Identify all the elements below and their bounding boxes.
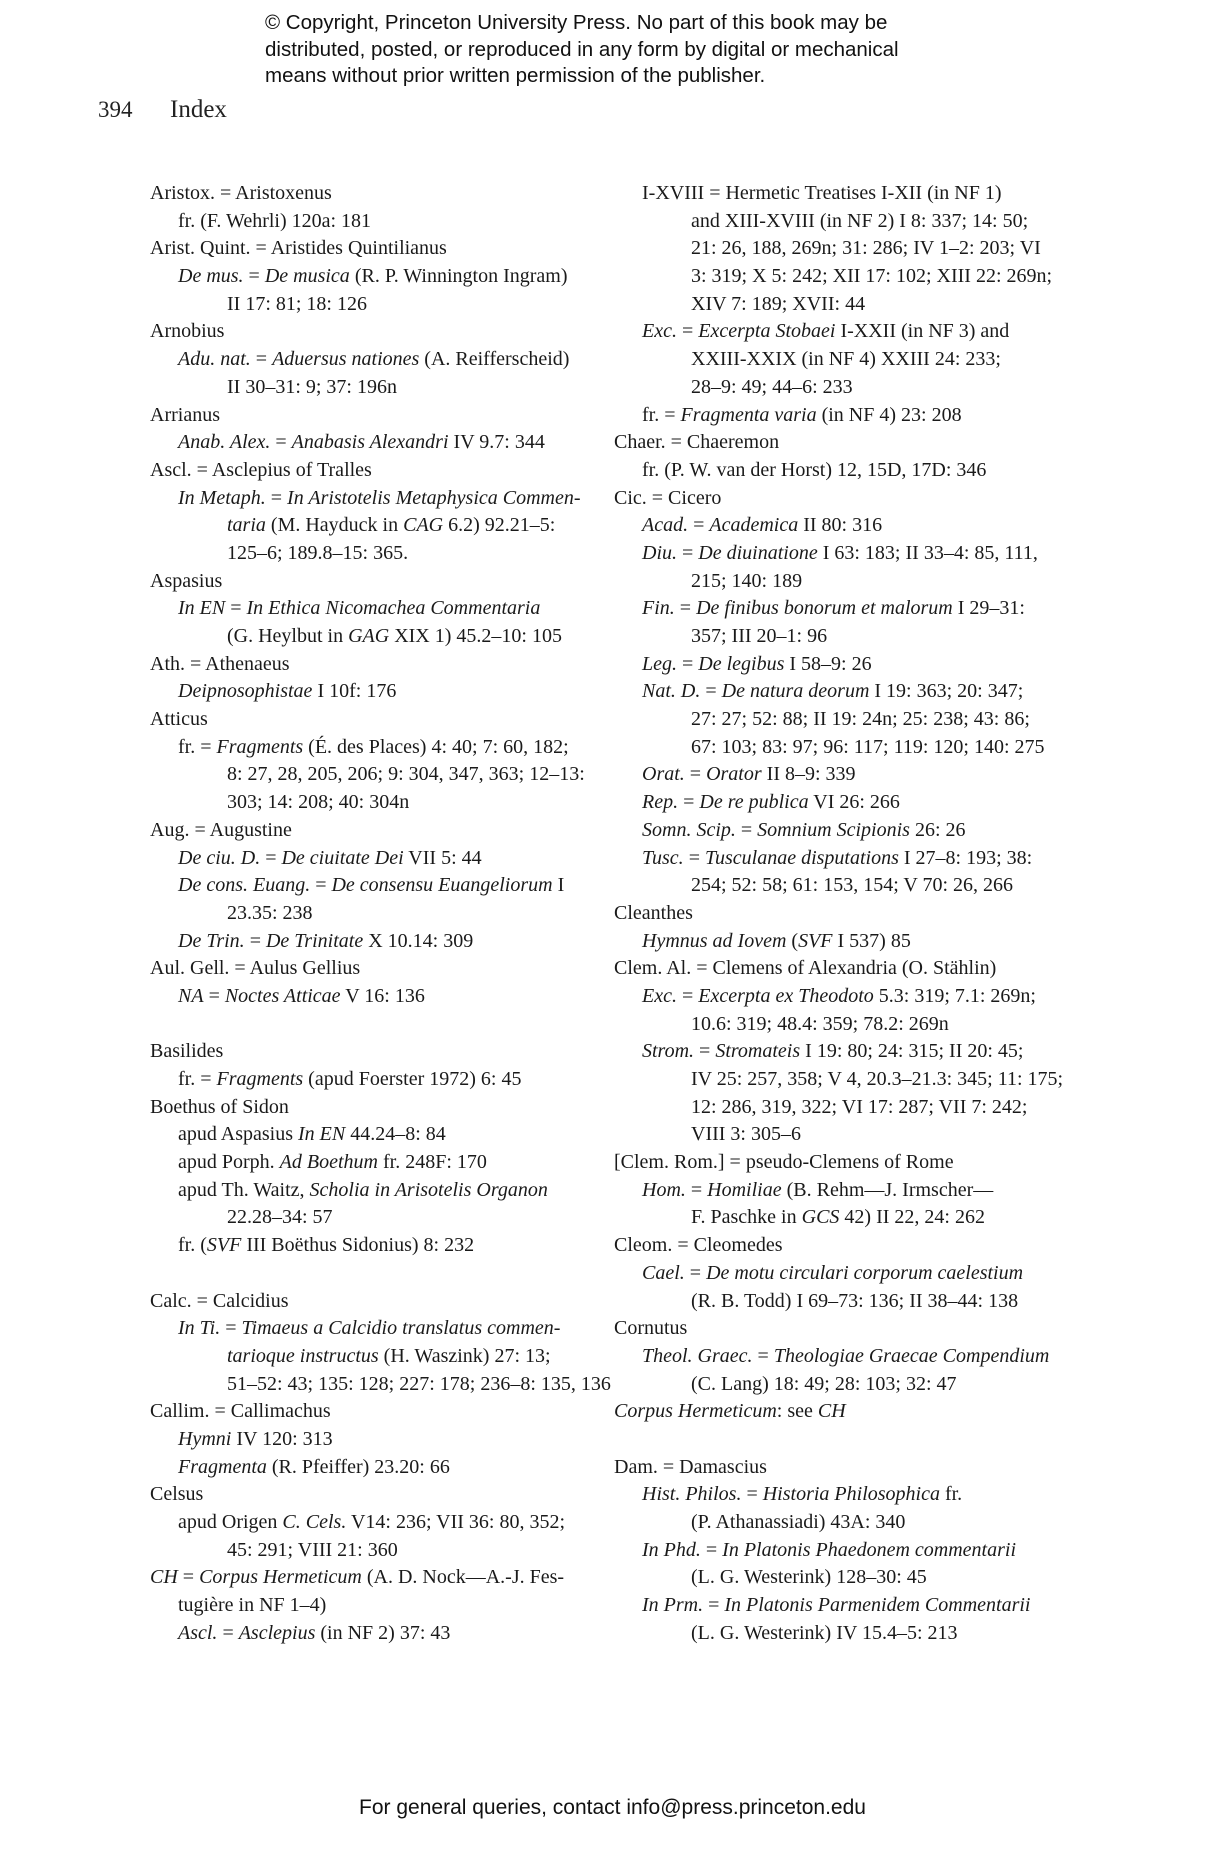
index-subentry: NA = Noctes Atticae V 16: 136 — [178, 984, 425, 1007]
index-entry-continuation: 67: 103; 83: 97; 96: 117; 119: 120; 140: 275 — [691, 735, 1045, 758]
index-subentry: fr. (F. Wehrli) 120a: 181 — [178, 209, 372, 232]
page-number: 394 — [98, 97, 133, 122]
index-subentry: Exc. = Excerpta Stobaei I-XXII (in NF 3) and — [642, 320, 1010, 343]
index-entry-continuation: II 30–31: 9; 37: 196n — [227, 375, 397, 398]
index-subentry: Hist. Philos. = Historia Philosophica fr. — [642, 1483, 963, 1506]
index-subentry: Acad. = Academica II 80: 316 — [642, 514, 883, 537]
index-subentry: fr. = Fragmenta varia (in NF 4) 23: 208 — [642, 403, 962, 426]
index-subentry: Leg. = De legibus I 58–9: 26 — [642, 652, 872, 675]
index-subentry: Adu. nat. = Aduersus nationes (A. Reifferscheid) — [178, 348, 570, 371]
index-entry-continuation: tarioque instructus (H. Waszink) 27: 13; — [227, 1344, 551, 1367]
entry-gap — [150, 1011, 595, 1039]
running-head — [98, 96, 227, 124]
index-entry-continuation: taria (M. Hayduck in CAG 6.2) 92.21–5: — [227, 514, 556, 537]
index-entry-continuation: 215; 140: 189 — [691, 569, 803, 592]
index-subentry: De mus. = De musica (R. P. Winnington Ingram) — [178, 265, 568, 288]
index-subentry: In Prm. = In Platonis Parmenidem Commentarii — [642, 1594, 1031, 1617]
index-entry-continuation: (G. Heylbut in GAG XIX 1) 45.2–10: 105 — [227, 625, 562, 647]
index-subentry: fr. = Fragments (apud Foerster 1972) 6: 45 — [178, 1068, 522, 1090]
index-entry-continuation: XIV 7: 189; XVII: 44 — [691, 292, 866, 315]
index-entry-continuation: 303; 14: 208; 40: 304n — [227, 791, 410, 814]
index-entry-heading: Arrianus — [150, 403, 220, 426]
index-entry-continuation: IV 25: 257, 358; V 4, 20.3–21.3: 345; 11: 175; — [691, 1068, 1064, 1090]
index-subentry: apud Th. Waitz, Scholia in Arisotelis Organon — [178, 1178, 548, 1201]
index-entry-continuation: 3: 319; X 5: 242; XII 17: 102; XIII 22: 269n; — [691, 265, 1053, 288]
index-subentry: fr. (P. W. van der Horst) 12, 15D, 17D: 346 — [642, 458, 987, 481]
index-entry-heading: Calc. = Calcidius — [150, 1289, 289, 1312]
index-entry-heading: Corpus Hermeticum: see CH — [614, 1400, 846, 1423]
index-entry-continuation: (C. Lang) 18: 49; 28: 103; 32: 47 — [691, 1372, 957, 1395]
index-entry-heading: Clem. Al. = Clemens of Alexandria (O. Stählin) — [614, 957, 997, 980]
index-entry-heading: Arist. Quint. = Aristides Quintilianus — [150, 237, 447, 260]
index-subentry: Anab. Alex. = Anabasis Alexandri IV 9.7: 344 — [178, 431, 545, 454]
index-subentry: Hom. = Homiliae (B. Rehm—J. Irmscher— — [642, 1178, 994, 1201]
index-entry-heading: Arnobius — [150, 320, 225, 343]
index-entry-heading: Boethus of Sidon — [150, 1095, 289, 1118]
index-subentry: De cons. Euang. = De consensu Euangeliorum I — [178, 874, 565, 897]
copyright-line: means without prior written permission of the publisher. — [265, 64, 766, 87]
index-entry-heading: [Clem. Rom.] = pseudo-Clemens of Rome — [614, 1151, 954, 1174]
index-entry-continuation: (L. G. Westerink) IV 15.4–5: 213 — [691, 1621, 958, 1644]
index-entry-continuation: II 17: 81; 18: 126 — [227, 292, 367, 315]
index-entry-continuation: 28–9: 49; 44–6: 233 — [691, 375, 853, 398]
index-entry-continuation: F. Paschke in GCS 42) II 22, 24: 262 — [691, 1206, 985, 1229]
index-entry-continuation: 45: 291; VIII 21: 360 — [227, 1538, 398, 1561]
index-entry-heading: Dam. = Damascius — [614, 1455, 767, 1478]
index-subentry: fr. (SVF III Boëthus Sidonius) 8: 232 — [178, 1234, 475, 1257]
index-subentry: Diu. = De diuinatione I 63: 183; II 33–4: 85, 111, — [642, 541, 1038, 564]
index-subentry: Exc. = Excerpta ex Theodoto 5.3: 319; 7.1: 269n; — [642, 984, 1036, 1007]
index-entry-heading: Aristox. = Aristoxenus — [150, 182, 332, 204]
index-entry-heading: Aspasius — [150, 569, 223, 592]
index-subentry: Deipnosophistae I 10f: 176 — [178, 680, 397, 703]
index-entry-heading: Cornutus — [614, 1317, 688, 1340]
index-entry-continuation: (R. B. Todd) I 69–73: 136; II 38–44: 138 — [691, 1289, 1019, 1312]
index-subentry: Rep. = De re publica VI 26: 266 — [642, 791, 900, 814]
index-entry-continuation: VIII 3: 305–6 — [691, 1123, 801, 1146]
index-entry-heading: Cleanthes — [614, 901, 693, 924]
index-column-left — [150, 180, 611, 1647]
index-subentry: apud Porph. Ad Boethum fr. 248F: 170 — [178, 1151, 487, 1174]
entry-gap — [614, 1426, 1059, 1454]
copyright-line: distributed, posted, or reproduced in any form by digital or mechanical — [265, 37, 899, 61]
index-entry-heading: Ascl. = Asclepius of Tralles — [150, 458, 372, 481]
index-entry-heading: Basilides — [150, 1040, 224, 1063]
index-subentry: Strom. = Stromateis I 19: 80; 24: 315; II 20: 45; — [642, 1040, 1024, 1063]
index-entry-continuation: 254; 52: 58; 61: 153, 154; V 70: 26, 266 — [691, 874, 1014, 897]
index-subentry: Theol. Graec. = Theologiae Graecae Compendium — [642, 1344, 1050, 1367]
index-entry-continuation: 22.28–34: 57 — [227, 1206, 333, 1229]
index-subentry: Ascl. = Asclepius (in NF 2) 37: 43 — [178, 1621, 451, 1644]
index-entry-heading: Atticus — [150, 708, 208, 731]
index-subentry: apud Aspasius In EN 44.24–8: 84 — [178, 1123, 446, 1146]
index-entry-continuation: 51–52: 43; 135: 128; 227: 178; 236–8: 135, 136 — [227, 1372, 611, 1395]
index-subentry: In Phd. = In Platonis Phaedonem commentarii — [642, 1538, 1017, 1561]
index-subentry: Orat. = Orator II 8–9: 339 — [642, 763, 856, 786]
copyright-notice — [265, 10, 1025, 90]
index-subentry: Fragmenta (R. Pfeiffer) 23.20: 66 — [178, 1455, 450, 1478]
index-entry-continuation: 27: 27; 52: 88; II 19: 24n; 25: 238; 43: 86; — [691, 708, 1030, 731]
index-entry-continuation: 23.35: 238 — [227, 901, 313, 924]
index-entry-continuation: 8: 27, 28, 205, 206; 9: 304, 347, 363; 12–13: — [227, 763, 585, 786]
index-entry-heading: Celsus — [150, 1483, 204, 1506]
index-entry-continuation: 10.6: 319; 48.4: 359; 78.2: 269n — [691, 1012, 949, 1035]
index-subentry: I-XVIII = Hermetic Treatises I-XII (in NF 1) — [642, 182, 1002, 204]
page-title: Index — [170, 96, 227, 123]
index-subentry: Nat. D. = De natura deorum I 19: 363; 20: 347; — [642, 680, 1024, 703]
index-entry-heading: Cleom. = Cleomedes — [614, 1234, 783, 1257]
index-subentry: In EN = In Ethica Nicomachea Commentaria — [178, 597, 541, 620]
index-subentry: In Ti. = Timaeus a Calcidio translatus commen- — [178, 1317, 561, 1340]
index-subentry: fr. = Fragments (É. des Places) 4: 40; 7: 60, 182; — [178, 735, 569, 758]
index-subentry: Tusc. = Tusculanae disputations I 27–8: 193; 38: — [642, 846, 1033, 869]
index-subentry: Fin. = De finibus bonorum et malorum I 29–31: — [642, 597, 1025, 620]
index-entry-continuation: XXIII-XXIX (in NF 4) XXIII 24: 233; — [691, 348, 1001, 371]
index-entry-heading: Aul. Gell. = Aulus Gellius — [150, 957, 361, 980]
index-subentry: Hymni IV 120: 313 — [178, 1427, 333, 1450]
index-subentry: In Metaph. = In Aristotelis Metaphysica Commen- — [178, 486, 581, 509]
index-subentry: De Trin. = De Trinitate X 10.14: 309 — [178, 929, 474, 952]
index-entry-continuation: (P. Athanassiadi) 43A: 340 — [691, 1511, 906, 1533]
index-entry-continuation: 21: 26, 188, 269n; 31: 286; IV 1–2: 203; VI — [691, 237, 1041, 260]
index-subentry: apud Origen C. Cels. V14: 236; VII 36: 80, 352; — [178, 1511, 566, 1533]
index-subentry: Somn. Scip. = Somnium Scipionis 26: 26 — [642, 818, 966, 841]
index-subentry: tugière in NF 1–4) — [178, 1594, 327, 1617]
index-entry-continuation: (L. G. Westerink) 128–30: 45 — [691, 1566, 927, 1589]
entry-gap — [150, 1260, 595, 1288]
index-entry-heading: Aug. = Augustine — [150, 818, 292, 841]
index-column-right — [614, 180, 1064, 1647]
index-entry-heading: Chaer. = Chaeremon — [614, 431, 780, 454]
index-entry-heading: CH = Corpus Hermeticum (A. D. Nock—A.-J. Fes- — [150, 1566, 565, 1589]
footer-contact: For general queries, contact info@press.princeton.edu — [359, 1796, 866, 1819]
index-entry-heading: Callim. = Callimachus — [150, 1400, 331, 1423]
index-subentry: Hymnus ad Iovem (SVF I 537) 85 — [642, 929, 911, 952]
index-entry-continuation: 12: 286, 319, 322; VI 17: 287; VII 7: 242; — [691, 1095, 1028, 1118]
index-entry-heading: Ath. = Athenaeus — [150, 652, 290, 675]
index-entry-continuation: and XIII-XVIII (in NF 2) I 8: 337; 14: 50; — [691, 209, 1029, 232]
copyright-line: © Copyright, Princeton University Press. No part of this book may be — [265, 11, 888, 34]
index-entry-continuation: 357; III 20–1: 96 — [691, 625, 828, 647]
index-subentry: De ciu. D. = De ciuitate Dei VII 5: 44 — [178, 846, 482, 869]
index-subentry: Cael. = De motu circulari corporum caelestium — [642, 1261, 1024, 1284]
index-entry-heading: Cic. = Cicero — [614, 486, 722, 509]
index-entry-continuation: 125–6; 189.8–15: 365. — [227, 541, 409, 564]
